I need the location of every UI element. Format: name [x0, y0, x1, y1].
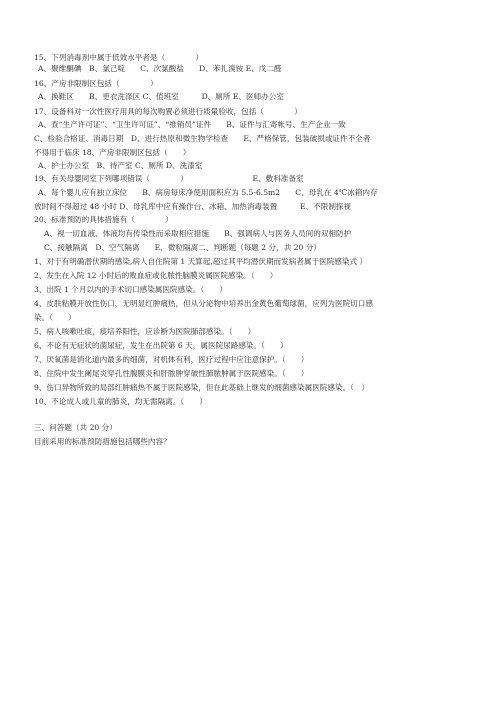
question-16: 16、产房非限制区包括（ ）	[34, 79, 158, 88]
question-17: 17、设备科对一次性医疗用具的每次购置必须进行质量验收，包括（ ）	[34, 107, 302, 116]
essay-question: 目前采用的标准预防措施包括哪些内容？	[34, 437, 171, 446]
question-17-options-a-b: A、查“生产许可证”、“卫生许可证”、“推销员”证件 B、证件与汇寄帐号、生产企业一致	[38, 120, 346, 129]
question-20-options-a-b: A、视一切血液、体液均有传染性而采取相应措施 B、强调病人与医务人员间的双相防护	[44, 229, 352, 238]
question-19-options-a-c: A、每个婴儿应有独立床位 B、病房每床净使用面积应为 5.5-6.5m2 C、母乳在 4℃冰箱内存	[38, 188, 378, 197]
question-19: 19、有关母婴同室下列哪项错误（ ） E、敷料准备室	[34, 174, 304, 183]
question-20-options-c-e: C、接触隔离 D、空气隔离 E、微粒隔离二、判断题（每题 2 分，共 20 分）	[44, 243, 321, 252]
question-20: 20、标准预防的具体措施有（ ）	[34, 215, 173, 224]
section-three-heading: 三、问答题（共 20 分）	[34, 423, 117, 432]
judgment-9: 9、伤口异物所致的局部红肿痛热不属于医院感染，但在此基础上继发的细菌感染属医院感染。（ ）	[34, 383, 370, 392]
judgment-4-continued: 染。（ ）	[34, 313, 76, 322]
question-19-options-d-e: 放时间不得超过 48 小时 D、母乳库中应有操作台、冰箱、加热消毒装置 E、不限制探视	[34, 202, 352, 211]
judgment-8: 8、住院中发生阑尾炎穿孔性腹膜炎和肝脓肿穿破性肺脓肿属于医院感染。（ ）	[34, 369, 309, 378]
question-18: 不得用于临床 18、产房非限制区包括（ ）	[34, 148, 191, 157]
question-17-options-c-e: C、检验合格证、消毒日期 D、进行热原和微生物学检查 E、严格保管，包装破损或证件不全者	[34, 134, 371, 143]
judgment-1: 1、对于有明确潜伏期的感染,病人自住院第 1 天算起,超过其平均潜伏期而发病者属于医院感染式 ）	[34, 257, 368, 266]
judgment-10: 10、不论成人或儿童的肺炎，均无需隔离。（ ）	[34, 397, 207, 406]
judgment-7: 7、厌氧菌是消化道内最多的细菌，对机体有利，医疗过程中应注意保护。（ ）	[34, 355, 309, 364]
question-18-options: A、护士办公室 B、待产室 C、厕所 D、洗漆室	[38, 161, 203, 170]
judgment-3: 3、出院 1 个月以内的手术切口感染属医院感染。（ ）	[34, 285, 227, 294]
judgment-4: 4、皮肤粘膜开放性伤口，无明显红肿痛热，但从分泌物中培养出金黄色葡萄球菌，应列为医院切口感	[34, 299, 373, 308]
question-15-options: A、聚维酮碘 B、氯己啶 C、次氯酸盐 D、苯扎溴铵 E、戊二醛	[38, 64, 282, 73]
judgment-6: 6、不论有无症状的菌尿症，发生在出院第 6 天，属医院尿路感染。（ ）	[34, 341, 288, 350]
judgment-5: 5、病人咳嗽吐痰，痰培养阳性，应诊断为医院肺部感染。（ ）	[34, 327, 256, 336]
question-15: 15、下列消毒剂中属于低效水平者是（ ）	[34, 53, 204, 62]
question-16-options: A、换鞋区 B、更衣洗涤区 C、值班室 D、厕所 E、医师办公室	[38, 92, 284, 101]
judgment-2: 2、发生在入院 12 小时后的败血症或化脓性脑膜炎属医院感染。（ ）	[34, 271, 278, 280]
